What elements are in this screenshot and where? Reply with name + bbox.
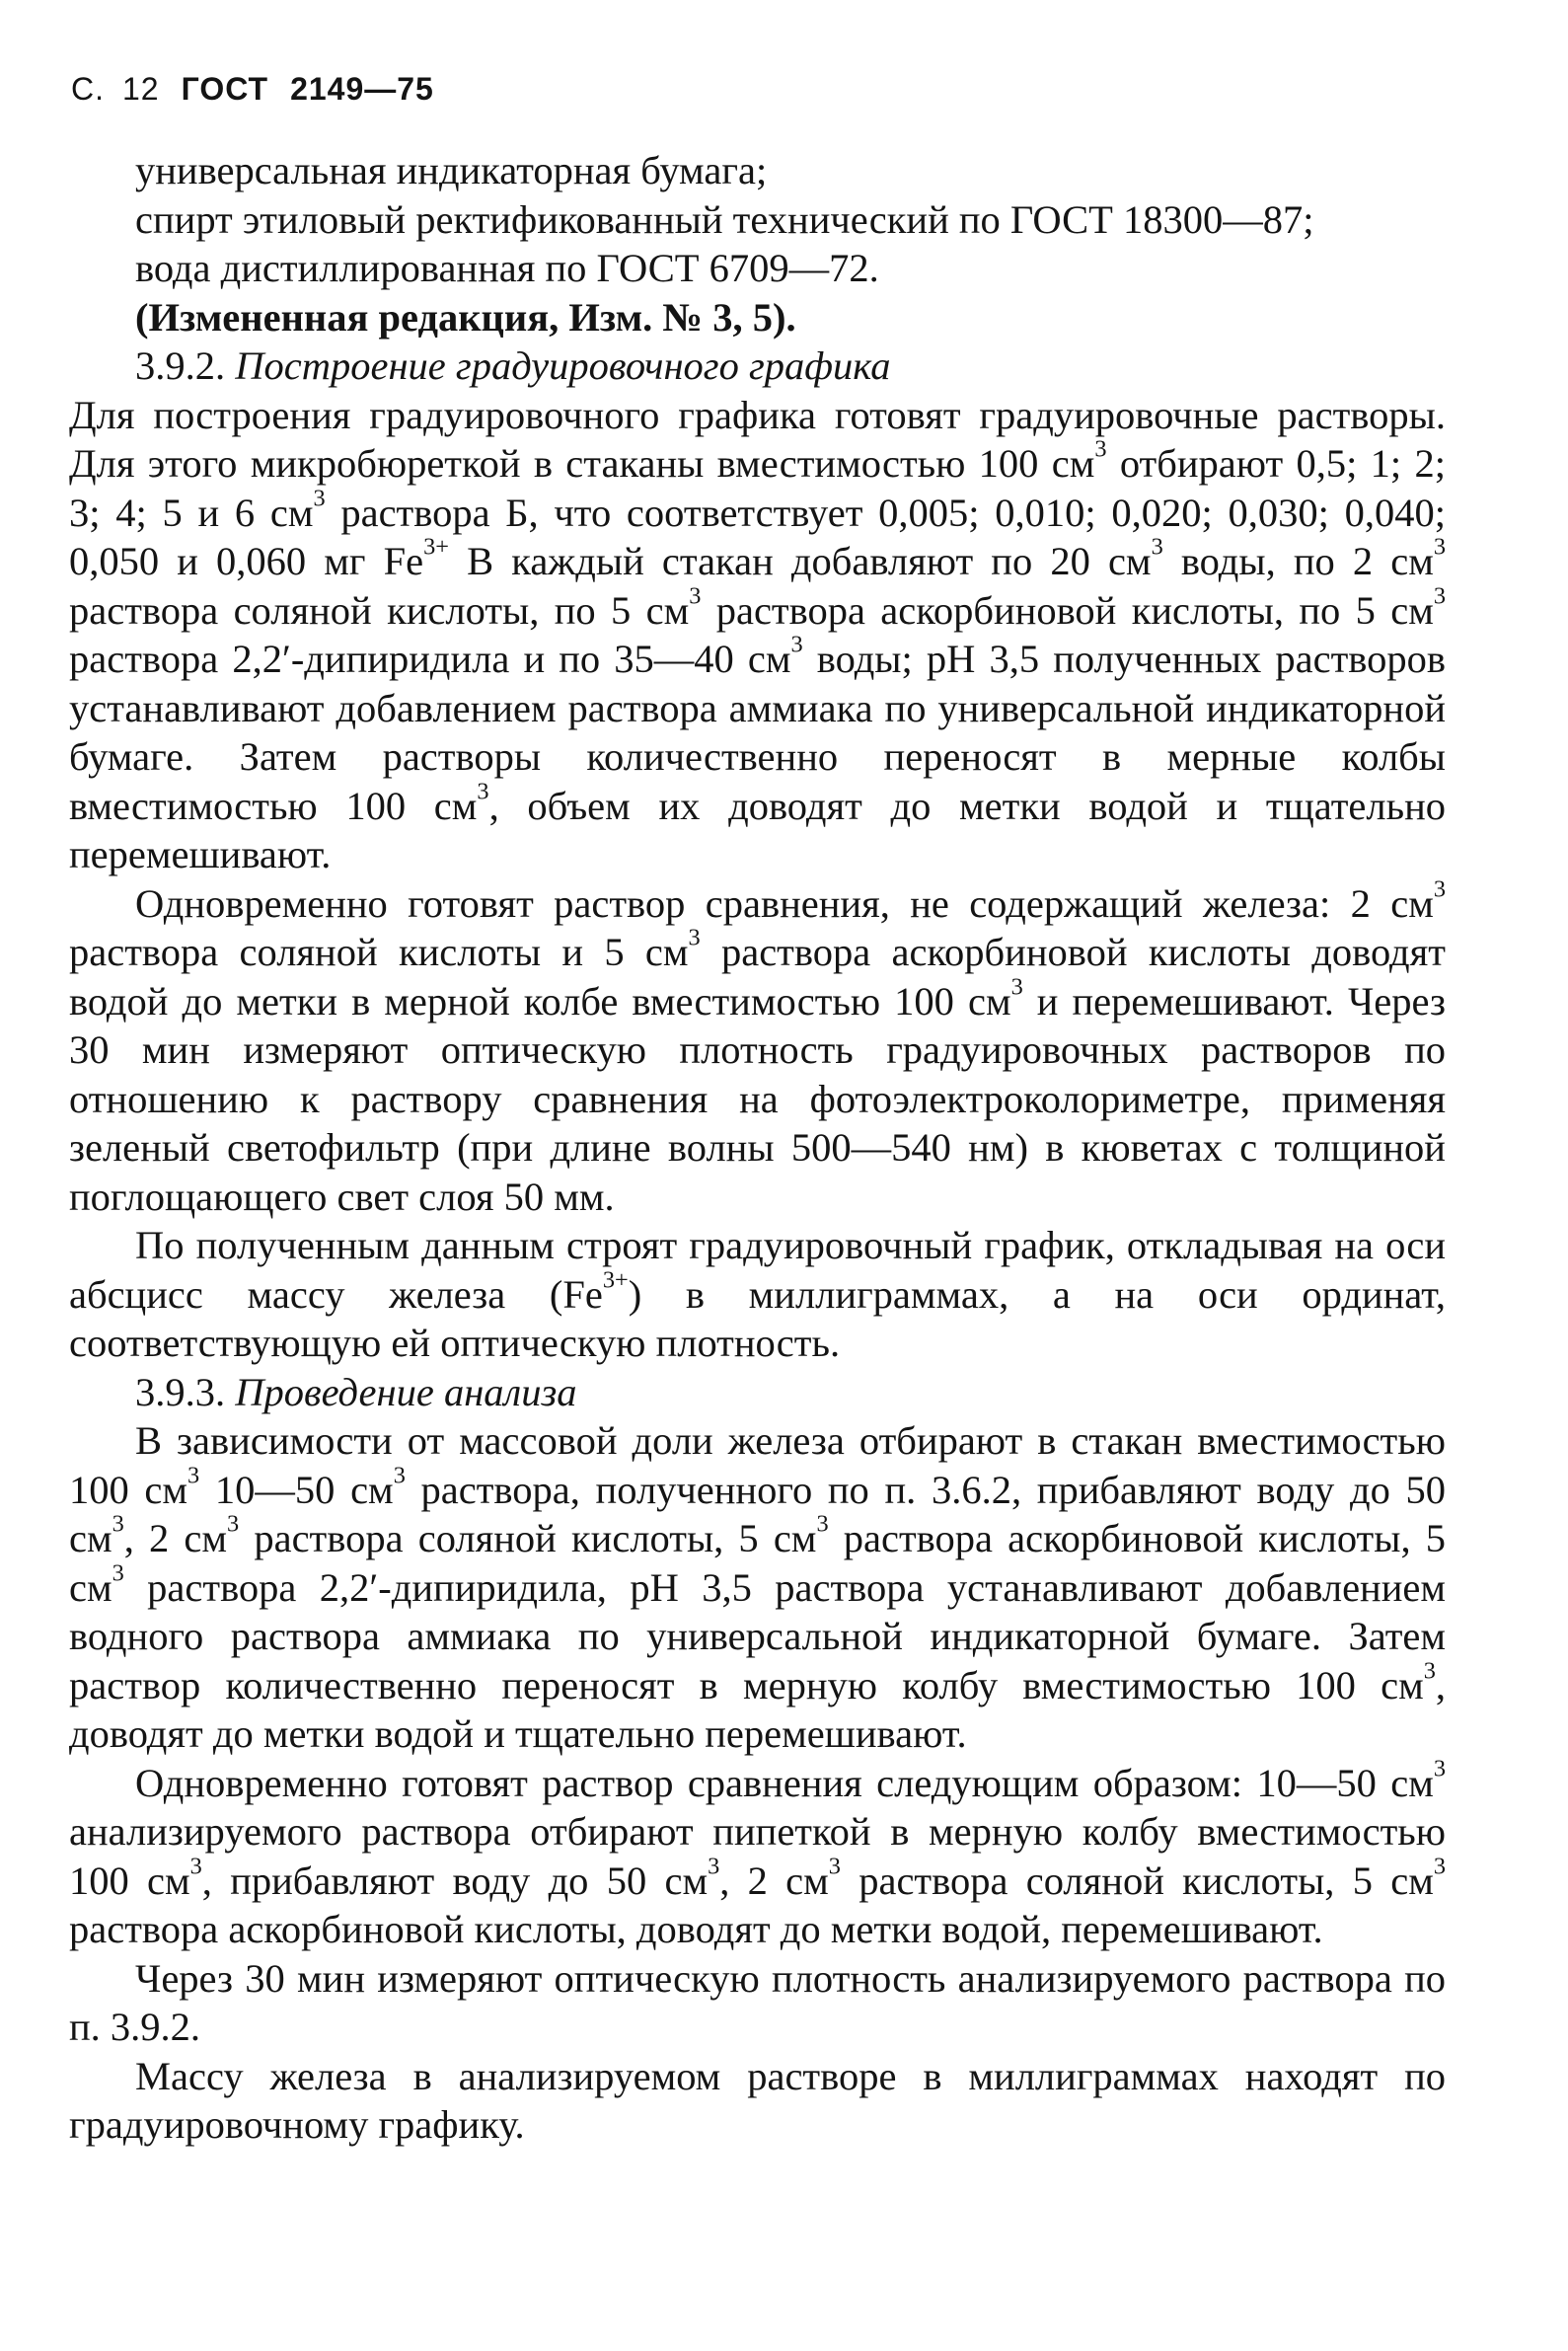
page-header xyxy=(71,71,434,108)
edition-note: (Измененная редакция, Изм. № 3, 5). xyxy=(135,294,796,340)
analysis-paragraph: В зависимости от массовой доли железа отбирают в стакан вместимостью 100 $см^3$ 10—50 $см^3$ раствора, полученного по п. 3.6.2, прибавляют воду до 50 $см^3$, 2 $см^3$ раствора соляной кислоты, 5 $см^3$ раствора аскорбиновой кислоты, 5 $см^3$ раствора 2,2′-дипиридила, pH 3,5 раствора устанавливают добавлением водного раствора аммиака по универсальной индикаторной бумаге. Затем раствор количественно переносят в мерную колбу вместимостью 100 $см^3$, доводят до метки водой и тщательно перемешивают. xyxy=(69,1418,1447,1756)
section-number: 3.9.2. xyxy=(135,343,226,388)
reagent-list-item: вода дистиллированная по ГОСТ 6709—72. xyxy=(135,246,879,290)
graph-paragraph: По полученным данным строят градуировочный график, откладывая на оси абсцисс массу железа $(Fe^{3+})$ в миллиграммах, а на оси ординат, соответствующую ей оптическую плотность. xyxy=(69,1223,1447,1365)
section-heading xyxy=(69,1368,1446,1417)
reagent-list-item: универсальная индикаторная бумага; xyxy=(135,148,768,192)
result-paragraph: Массу железа в анализируемом растворе в миллиграммах находят по градуировочному графику. xyxy=(69,2053,1446,2147)
comparison-paragraph: Одновременно готовят раствор сравнения следующим образом: 10—50 $см^3$ анализируемого раствора отбирают пипеткой в мерную колбу вместимостью 100 $см^3$, прибавляют воду до 50 $см^3$, 2 $см^3$ раствора соляной кислоты, 5 $см^3$ раствора аскорбиновой кислоты, доводят до метки водой, перемешивают. xyxy=(69,1754,1446,1951)
calibration-paragraph: Для построения градуировочного графика готовят градуировочные растворы. Для этого микробюреткой в стаканы вместимостью 100 $см^3$ отбирают 0,5; 1; 2; 3; 4; 5 и 6 $см^3$ раствора Б, что соответствует 0,005; 0,010; 0,020; 0,030; 0,040; 0,050 и 0,060 мг $Fe^{3+}$ В каждый стакан добавляют по 20 $см^3$ воды, по 2 $см^3$ раствора соляной кислоты, по 5 $см^3$ раствора аскорбиновой кислоты, по 5 $см^3$ раствора 2,2′-дипиридила и по 35—40 $см^3$ воды; pH 3,5 полученных растворов устанавливают добавлением раствора аммиака по универсальной индикаторной бумаге. Затем растворы количественно переносят в мерные колбы вместимостью 100 $см^3$, объем их доводят до метки водой и тщательно перемешивают. xyxy=(69,392,1447,876)
section-title: Построение градуировочного графика xyxy=(235,343,891,388)
reagent-list-item: спирт этиловый ректификованный технический по ГОСТ 18300—87; xyxy=(135,196,1314,242)
document-body xyxy=(69,146,1446,2150)
reference-solution-paragraph: Одновременно готовят раствор сравнения, не содержащий железа: 2 $см^3$ раствора соляной кислоты и 5 $см^3$ раствора аскорбиновой кислоты доводят водой до метки в мерной колбе вместимостью 100 $см^3$ и перемешивают. Через 30 мин измеряют оптическую плотность градуировочных растворов по отношению к раствору сравнения на фотоэлектроколориметре, применяя зеленый светофильтр (при длине волны 500—540 нм) в кюветах с толщиной поглощающего свет слоя 50 мм. xyxy=(69,874,1446,1219)
page-label: С. xyxy=(71,71,105,107)
standard-name: ГОСТ xyxy=(181,71,269,107)
section-heading xyxy=(69,341,1446,391)
measurement-paragraph: Через 30 мин измеряют оптическую плотность анализируемого раствора по п. 3.9.2. xyxy=(69,1955,1446,2049)
page-number: 12 xyxy=(122,71,160,107)
section-number: 3.9.3. xyxy=(135,1369,226,1414)
standard-code: 2149—75 xyxy=(290,71,434,107)
section-title: Проведение анализа xyxy=(235,1369,577,1414)
